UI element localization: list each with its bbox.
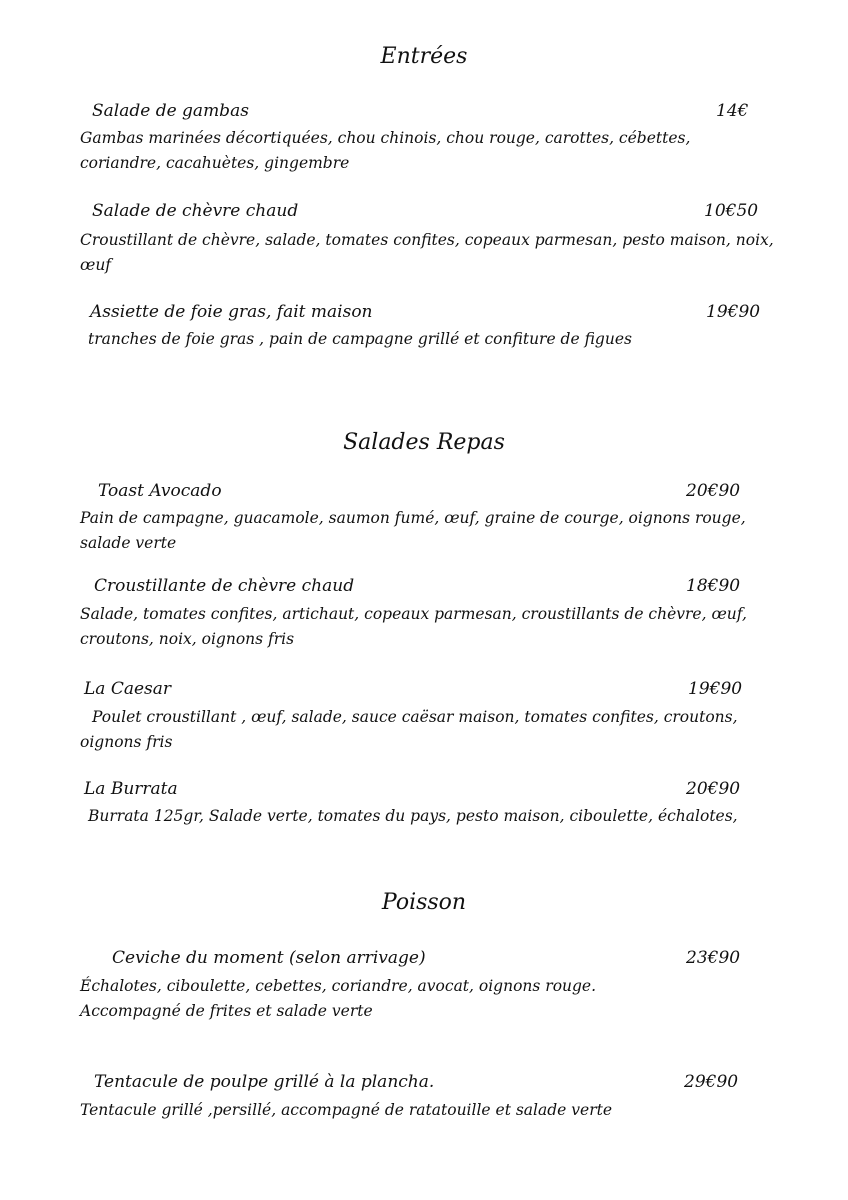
item-price: 14€ bbox=[716, 101, 749, 121]
item-desc-line: Gambas marinées décortiquées, chou chinois, chou rouge, carottes, cébettes, bbox=[80, 129, 691, 147]
item-price: 23€90 bbox=[686, 948, 741, 968]
item-name: Assiette de foie gras, fait maison bbox=[90, 302, 373, 322]
item-desc-line: tranches de foie gras , pain de campagne grillé et confiture de figues bbox=[88, 330, 632, 348]
item-name: La Caesar bbox=[84, 679, 172, 699]
item-name: Tentacule de poulpe grillé à la plancha. bbox=[94, 1072, 435, 1092]
item-desc-line: coriandre, cacahuètes, gingembre bbox=[80, 154, 350, 172]
item-desc-line: Pain de campagne, guacamole, saumon fumé, œuf, graine de courge, oignons rouge, bbox=[80, 509, 746, 527]
item-name: La Burrata bbox=[84, 779, 178, 799]
item-name: Salade de chèvre chaud bbox=[92, 201, 299, 221]
item-desc-line: Accompagné de frites et salade verte bbox=[80, 1002, 373, 1020]
item-name: Ceviche du moment (selon arrivage) bbox=[112, 948, 426, 968]
item-desc-line: croutons, noix, oignons fris bbox=[80, 630, 295, 648]
item-desc-line: Salade, tomates confites, artichaut, copeaux parmesan, croustillants de chèvre, œuf, bbox=[80, 605, 747, 623]
item-price: 19€90 bbox=[688, 679, 743, 699]
item-desc-line: Burrata 125gr, Salade verte, tomates du pays, pesto maison, ciboulette, échalotes, bbox=[88, 807, 738, 825]
item-price: 18€90 bbox=[686, 576, 741, 596]
item-desc-line: Tentacule grillé ,persillé, accompagné de ratatouille et salade verte bbox=[80, 1101, 613, 1119]
item-desc-line: Échalotes, ciboulette, cebettes, coriandre, avocat, oignons rouge. bbox=[80, 977, 597, 995]
item-name: Croustillante de chèvre chaud bbox=[94, 576, 355, 596]
section-title-entrees: Entrées bbox=[380, 44, 468, 69]
item-name: Salade de gambas bbox=[92, 101, 249, 121]
item-price: 20€90 bbox=[686, 481, 741, 501]
item-desc-line: Poulet croustillant , œuf, salade, sauce caësar maison, tomates confites, croutons, bbox=[92, 708, 738, 726]
section-title-salades-repas: Salades Repas bbox=[343, 430, 505, 455]
item-desc-line: Croustillant de chèvre, salade, tomates confites, copeaux parmesan, pesto maison, noix, bbox=[80, 231, 774, 249]
item-desc-line: salade verte bbox=[80, 534, 177, 552]
item-desc-line: oignons fris bbox=[80, 733, 173, 751]
section-title-poisson: Poisson bbox=[381, 890, 467, 915]
item-price: 19€90 bbox=[706, 302, 761, 322]
item-price: 10€50 bbox=[704, 201, 759, 221]
item-price: 20€90 bbox=[686, 779, 741, 799]
item-price: 29€90 bbox=[684, 1072, 739, 1092]
item-desc-line: œuf bbox=[80, 256, 112, 274]
item-name: Toast Avocado bbox=[98, 481, 222, 501]
